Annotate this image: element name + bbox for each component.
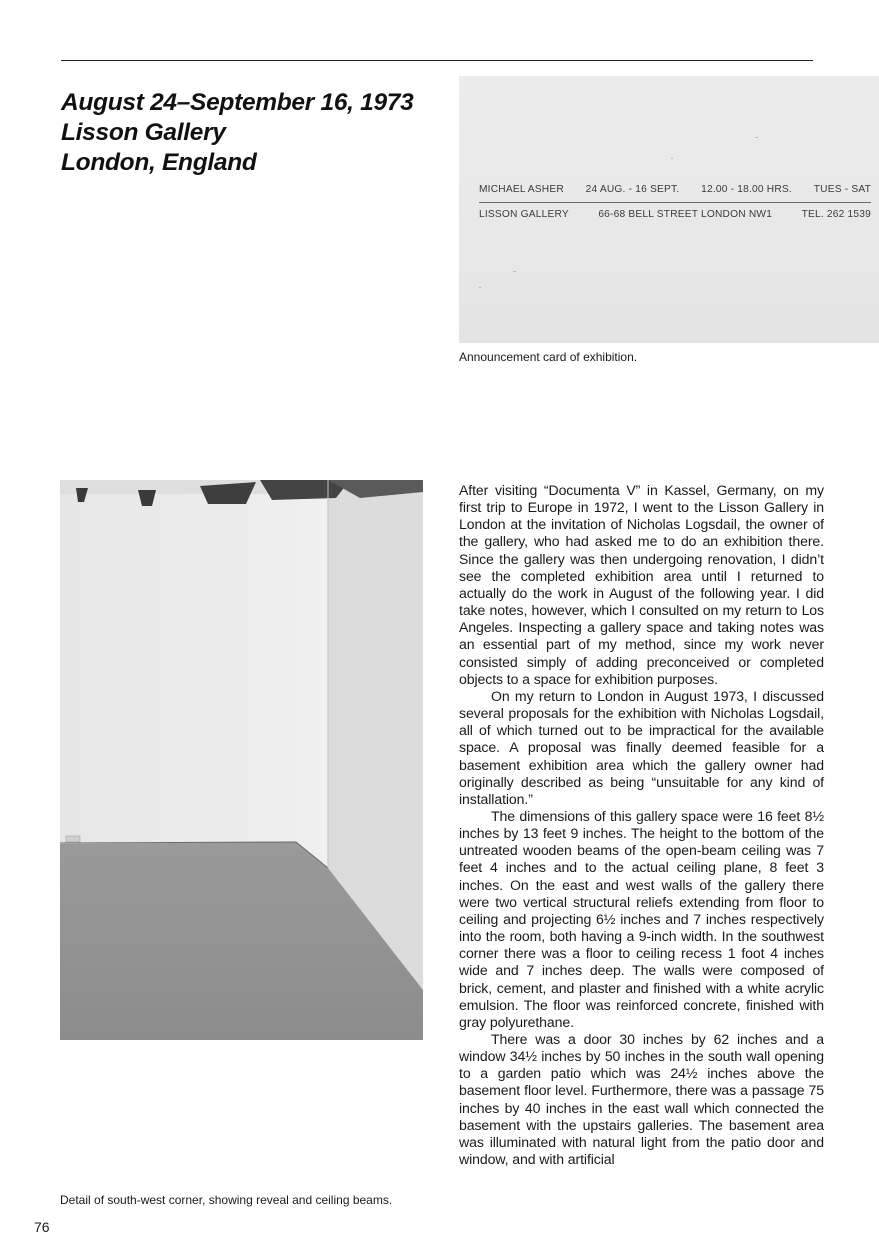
heading-date: August 24–September 16, 1973 xyxy=(61,89,414,116)
card-phone: TEL. 262 1539 xyxy=(801,209,871,220)
gallery-corner-photo-drawing xyxy=(60,480,423,1040)
heading-location: London, England xyxy=(61,149,257,176)
card-dates: 24 AUG. - 16 SEPT. xyxy=(585,184,680,195)
photo-caption: Detail of south-west corner, showing reveal and ceiling beams. xyxy=(60,1193,393,1207)
body-paragraph: The dimensions of this gallery space were 16 feet 8½ inches by 13 feet 9 inches. The height to the bottom of the untreated wooden beams of the open-beam ceiling was 7 feet 4 inches and to the actual ceiling plane, 8 feet 3 inches. On the east and west walls of the gallery there were two vertical structural reliefs extending from floor to ceiling and projecting 6½ inches and 7 inches respectively into the room, both having a 9-inch width. In the southwest corner there was a floor to ceiling recess 1 foot 4 inches wide and 7 inches deep. The walls were composed of brick, cement, and plaster and finished with a white acrylic emulsion. The floor was reinforced concrete, finished with gray polyurethane. xyxy=(459,807,824,1030)
card-gallery: LISSON GALLERY xyxy=(479,209,569,220)
announcement-card-caption: Announcement card of exhibition. xyxy=(459,350,638,364)
card-divider xyxy=(479,202,871,203)
announcement-card-image xyxy=(459,76,879,343)
heading-venue: Lisson Gallery xyxy=(61,119,226,146)
page-number: 76 xyxy=(34,1219,50,1235)
page-heading xyxy=(61,88,451,178)
body-paragraph: On my return to London in August 1973, I discussed several proposals for the exhibition with Nicholas Logsdail, all of which turned out to be impractical for the available space. A proposal was finally deemed feasible for a basement exhibition area which the gallery owner had originally described as being “unsuitable for any kind of installation.” xyxy=(459,687,824,807)
card-speck xyxy=(671,158,673,159)
body-paragraph: There was a door 30 inches by 62 inches and a window 34½ inches by 50 inches in the south wall opening to a garden patio which was 24½ inches above the basement floor level. Furthermore, there was a passage 75 inches by 40 inches in the east wall which connected the basement with the upstairs galleries. The basement area was illuminated with natural light from the patio door and window, and with artificial xyxy=(459,1031,824,1168)
card-hours: 12.00 - 18.00 HRS. xyxy=(701,184,792,195)
card-days: TUES - SAT xyxy=(813,184,871,195)
gallery-corner-photo xyxy=(60,480,423,1040)
card-speck xyxy=(479,287,481,288)
card-artist: MICHAEL ASHER xyxy=(479,184,564,195)
card-row-gallery xyxy=(479,209,871,220)
top-rule xyxy=(61,60,813,61)
body-paragraph: After visiting “Documenta V” in Kassel, Germany, on my first trip to Europe in 1972, I went to the Lisson Gallery in London at the invitation of Nicholas Logsdail, the owner of the gallery, who had asked me to do an exhibition there. Since the gallery was then undergoing renovation, I didn’t see the completed exhibition area until I returned to actually do the work in August of the following year. I did take notes, however, which I consulted on my return to Los Angeles. Inspecting a gallery space and taking notes was an essential part of my method, since my work never consisted simply of adding preconceived or completed objects to a space for exhibition purposes. xyxy=(459,482,824,687)
card-speck xyxy=(513,271,516,272)
card-speck xyxy=(755,137,758,138)
card-row-artist xyxy=(479,184,871,195)
card-address: 66-68 BELL STREET LONDON NW1 xyxy=(598,209,773,220)
body-text-column xyxy=(459,482,824,1168)
